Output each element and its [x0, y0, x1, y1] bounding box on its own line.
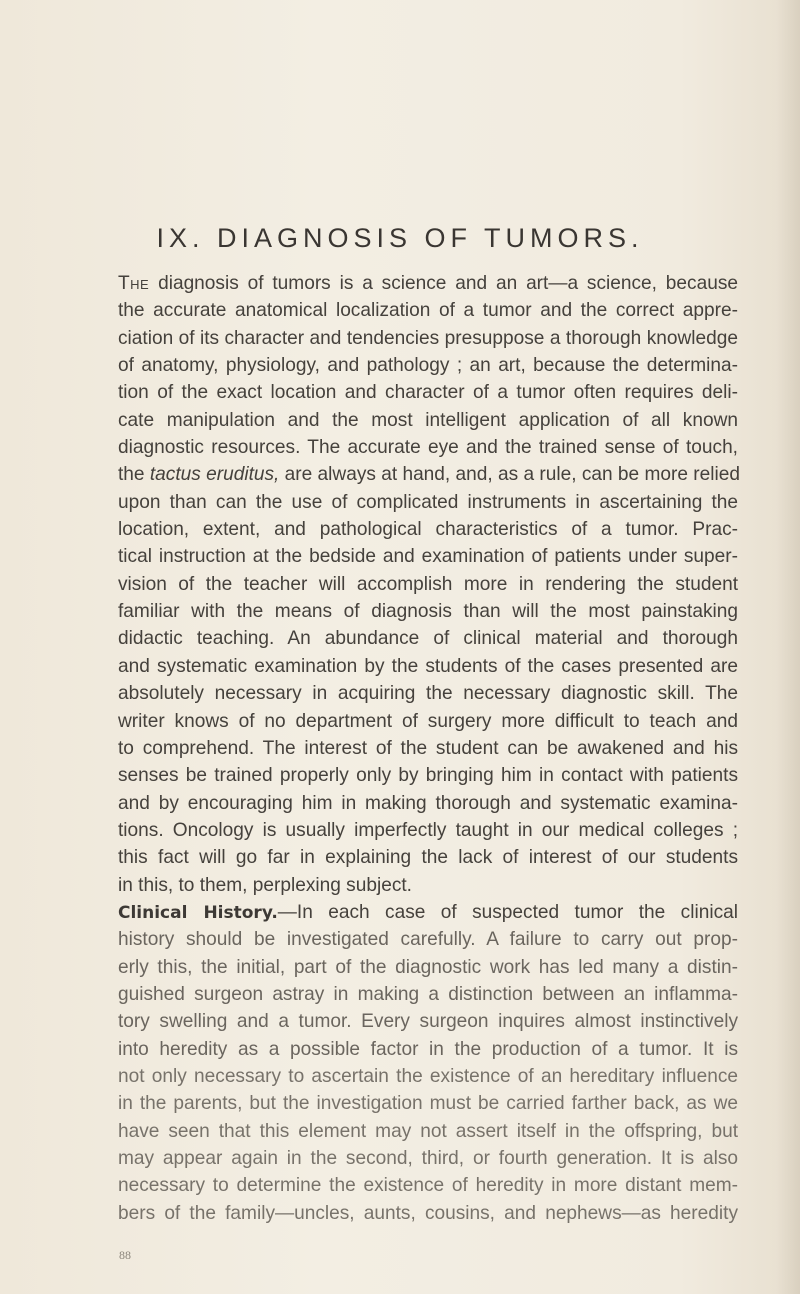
paragraph-line: in this, to them, perplexing subject.: [118, 874, 412, 896]
section-line: necessary to determine the existence of heredity in more distant mem-: [118, 1175, 738, 1197]
line-text: —In each case of suspected tumor the clinical: [277, 901, 738, 923]
paragraph-line: tical instruction at the bedside and examination of patients under super-: [118, 546, 738, 568]
paragraph-line: of anatomy, physiology, and pathology ; an art, because the determina-: [118, 355, 738, 377]
paragraph-line: tion of the exact location and character of a tumor often requires deli-: [118, 382, 738, 404]
section-line: not only necessary to ascertain the existence of an hereditary influence: [118, 1065, 738, 1087]
paragraph-line: the accurate anatomical localization of a tumor and the correct appre-: [118, 300, 738, 322]
section-line: into heredity as a possible factor in the production of a tumor. It is: [118, 1038, 738, 1060]
section-line: history should be investigated carefully. A failure to carry out prop-: [118, 929, 738, 951]
section-heading: Clinical History.: [118, 902, 278, 923]
line-text: the: [118, 464, 150, 486]
section-line: [118, 899, 738, 926]
paragraph-line: vision of the teacher will accomplish more in rendering the student: [118, 573, 738, 595]
line-text: diagnosis of tumors is a science and an art—a science, because: [149, 273, 738, 294]
paragraph-line: and systematic examination by the students of the cases presented are: [118, 655, 738, 677]
body-text: [118, 270, 738, 1227]
latin-phrase: tactus eruditus,: [149, 464, 280, 486]
section-line: may appear again in the second, third, or fourth generation. It is also: [118, 1148, 738, 1169]
paragraph-line: and by encouraging him in making thorough and systematic examina-: [118, 792, 738, 814]
section-line: erly this, the initial, part of the diagnostic work has led many a distin-: [118, 956, 738, 978]
paragraph-line: didactic teaching. An abundance of clinical material and thorough: [118, 628, 738, 650]
paragraph-line: to comprehend. The interest of the student can be awakened and his: [118, 737, 738, 759]
section-line: guished surgeon astray in making a distinction between an inflamma-: [118, 983, 738, 1005]
paragraph-line: [118, 270, 738, 297]
opening-word: The: [118, 273, 150, 294]
section-line: bers of the family—uncles, aunts, cousins, and nephews—as heredity: [118, 1202, 738, 1224]
paragraph-line: diagnostic resources. The accurate eye and the trained sense of touch,: [118, 437, 738, 459]
paragraph-line: ciation of its character and tendencies presuppose a thorough knowledge: [118, 327, 738, 349]
section-line: in the parents, but the investigation must be carried farther back, as we: [118, 1093, 738, 1115]
paragraph-line: this fact will go far in explaining the lack of interest of our students: [118, 847, 738, 869]
paragraph-line: upon than can the use of complicated instruments in ascertaining the: [118, 491, 738, 513]
section-line: tory swelling and a tumor. Every surgeon inquires almost instinctively: [118, 1011, 738, 1033]
line-text: are always at hand, and, as a rule, can be more relied: [279, 464, 740, 486]
paragraph-line: writer knows of no department of surgery more difficult to teach and: [118, 710, 738, 732]
paragraph-line: cate manipulation and the most intelligent application of all known: [118, 409, 738, 431]
paragraph-line: [118, 461, 738, 488]
page-number: 88: [119, 1248, 131, 1262]
paragraph-line: absolutely necessary in acquiring the necessary diagnostic skill. The: [118, 683, 738, 705]
section-line: have seen that this element may not assert itself in the offspring, but: [118, 1120, 738, 1142]
paragraph-line: location, extent, and pathological characteristics of a tumor. Prac-: [118, 519, 738, 541]
paragraph-line: familiar with the means of diagnosis than will the most painstaking: [118, 601, 738, 623]
paragraph-line: senses be trained properly only by bringing him in contact with patients: [118, 765, 738, 787]
paragraph-line: tions. Oncology is usually imperfectly taught in our medical colleges ;: [118, 819, 738, 841]
chapter-title: IX. DIAGNOSIS OF TUMORS.: [156, 223, 644, 253]
